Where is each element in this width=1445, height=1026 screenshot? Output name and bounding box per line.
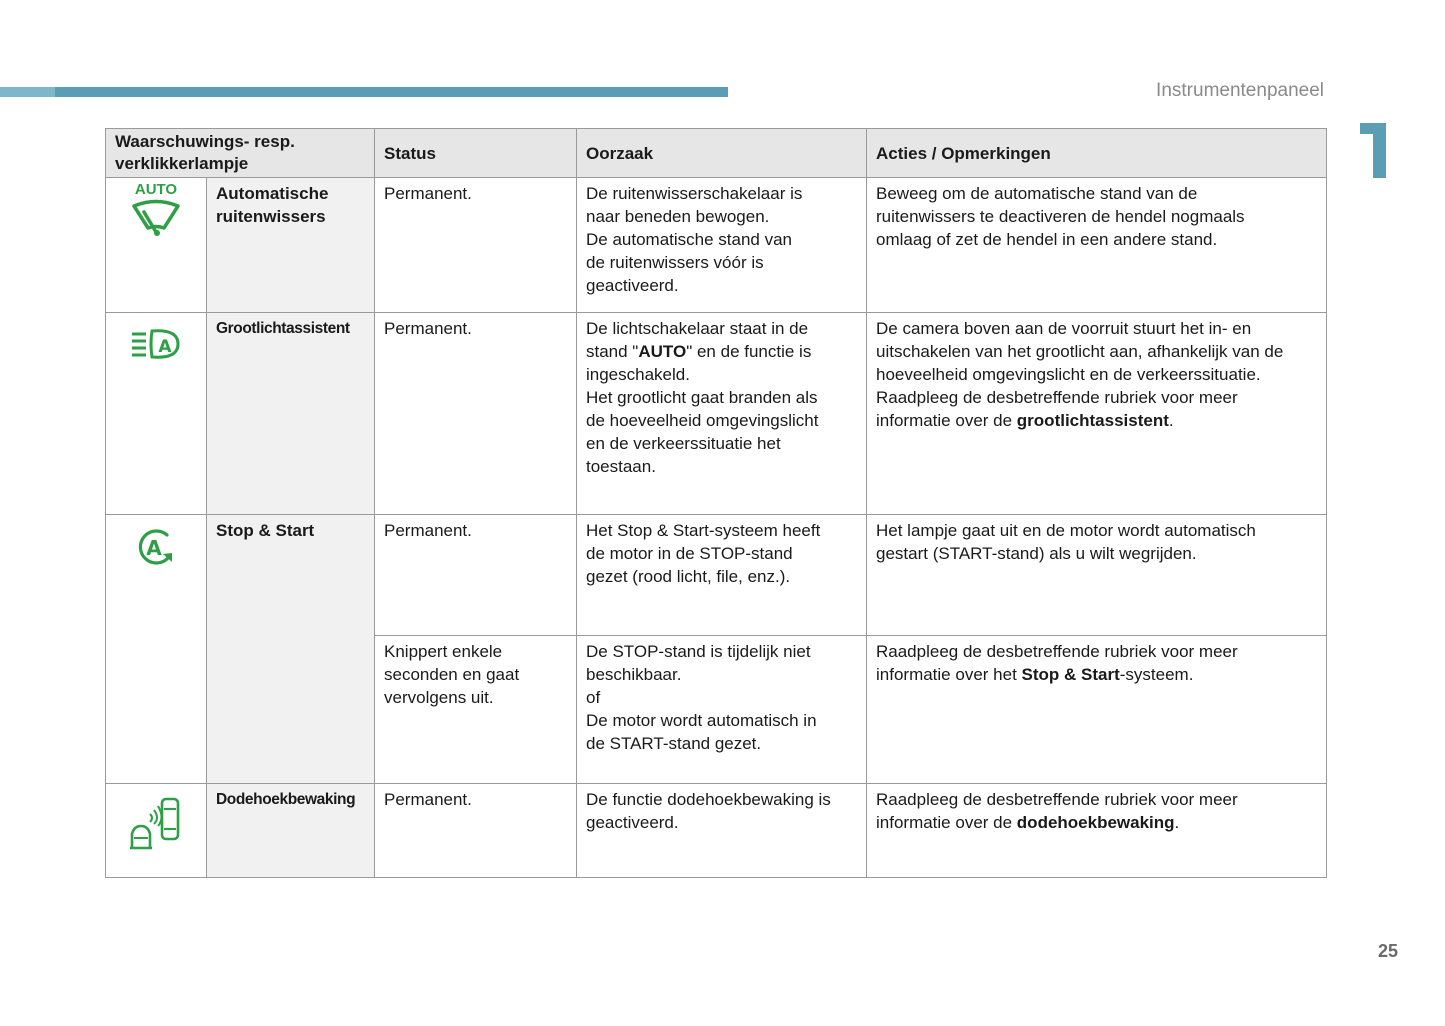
blind-spot-monitoring-icon	[128, 796, 184, 854]
cause-cell: De STOP-stand is tijdelijk niet beschikbaar. of De motor wordt automatisch in de START-stand gezet.	[577, 636, 867, 784]
svg-text:A: A	[146, 536, 162, 560]
table-row	[106, 313, 1327, 515]
column-header-status: Status	[375, 129, 577, 178]
cause-cell: De functie dodehoekbewaking is geactiveerd.	[577, 784, 867, 878]
lamp-name-cell: Automatische ruitenwissers	[207, 178, 375, 313]
status-cell: Permanent.	[375, 313, 577, 515]
action-cell: Raadpleeg de desbetreffende rubriek voor meer informatie over de dodehoekbewaking.	[867, 784, 1327, 878]
status-cell: Knippert enkele seconden en gaat vervolgens uit.	[375, 636, 577, 784]
lamp-name-cell: Stop & Start	[207, 515, 375, 784]
column-header-actions: Acties / Opmerkingen	[867, 129, 1327, 178]
table-row	[106, 178, 1327, 313]
section-title: Instrumentenpaneel	[1156, 80, 1324, 101]
table-row	[106, 784, 1327, 878]
auto-label: AUTO	[134, 181, 178, 198]
table-row	[106, 515, 1327, 636]
chapter-number	[1360, 123, 1386, 178]
status-cell: Permanent.	[375, 515, 577, 636]
automatic-wipers-icon	[130, 198, 182, 238]
lamp-icon-cell	[106, 178, 207, 313]
action-cell: Het lampje gaat uit en de motor wordt automatisch gestart (START-stand) als u wilt wegrijden.	[867, 515, 1327, 636]
high-beam-assist-icon	[130, 327, 182, 363]
lamp-icon-cell	[106, 784, 207, 878]
lamp-name-cell: Grootlichtassistent	[207, 313, 375, 515]
column-header-lamp: Waarschuwings- resp. verklikkerlampje	[106, 129, 375, 178]
warning-lamps-table	[105, 128, 1327, 878]
lamp-icon-cell	[106, 313, 207, 515]
action-cell: Beweeg om de automatische stand van de ruitenwissers te deactiveren de hendel nogmaals omlaag of zet de hendel in een andere stand.	[867, 178, 1327, 313]
page-number: 25	[1377, 941, 1398, 961]
status-cell: Permanent.	[375, 178, 577, 313]
column-header-cause: Oorzaak	[577, 129, 867, 178]
status-cell: Permanent.	[375, 784, 577, 878]
svg-text:A: A	[158, 337, 172, 357]
lamp-icon-cell	[106, 515, 207, 784]
cause-cell: De ruitenwisserschakelaar is naar beneden bewogen. De automatische stand van de ruitenwissers vóór is geactiveerd.	[577, 178, 867, 313]
header-accent-bar	[0, 87, 728, 97]
cause-cell: Het Stop & Start-systeem heeft de motor in de STOP-stand gezet (rood licht, file, enz.).	[577, 515, 867, 636]
cause-cell: De lichtschakelaar staat in de stand "AUTO" en de functie is ingeschakeld. Het grootlicht gaat branden als de hoeveelheid omgevingslicht en de verkeerssituatie het toestaan.	[577, 313, 867, 515]
table-header-row	[106, 129, 1327, 178]
action-cell: De camera boven aan de voorruit stuurt het in- en uitschakelen van het grootlicht aan, afhankelijk van de hoeveelheid omgevingslicht en de verkeerssituatie. Raadpleeg de desbetreffende rubriek voor meer informatie over de grootlichtassistent.	[867, 313, 1327, 515]
action-cell: Raadpleeg de desbetreffende rubriek voor meer informatie over het Stop & Start-systeem.	[867, 636, 1327, 784]
stop-start-icon	[134, 527, 178, 567]
lamp-name-cell: Dodehoekbewaking	[207, 784, 375, 878]
